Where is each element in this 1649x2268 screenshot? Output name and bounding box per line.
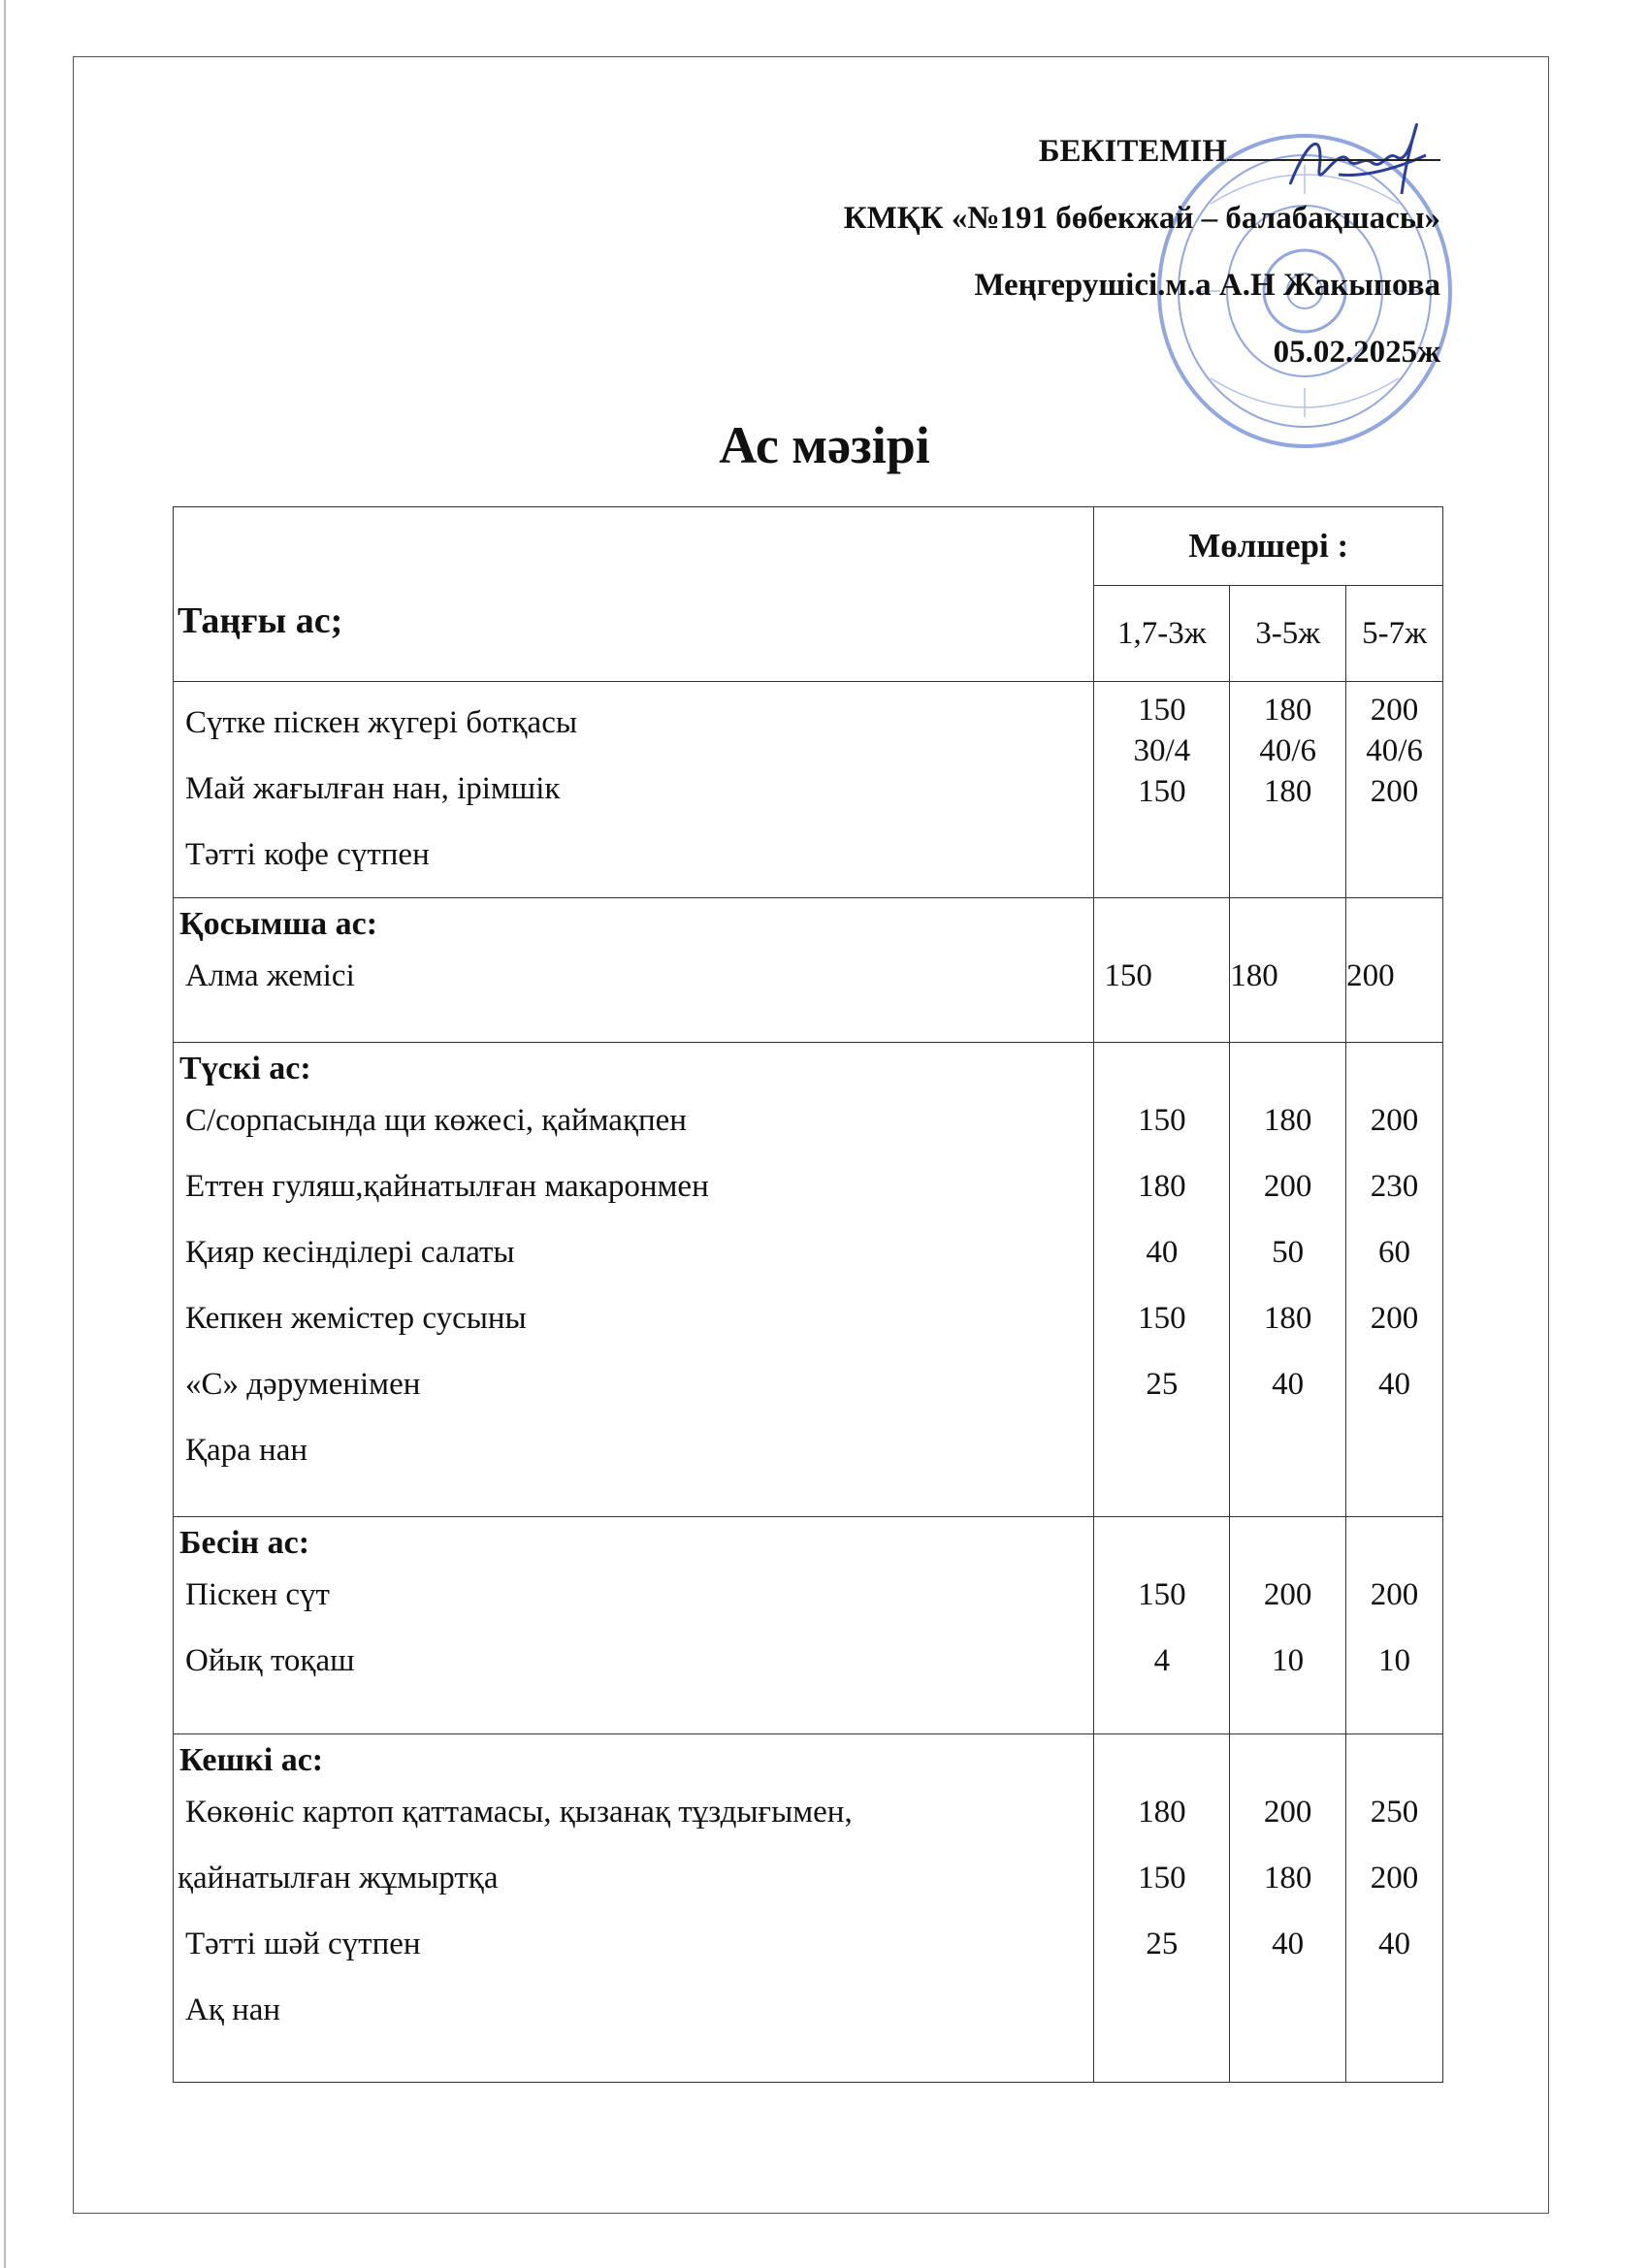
- menu-item: Кепкен жемістер сусыны: [185, 1301, 527, 1336]
- qty: 150: [1138, 1103, 1186, 1138]
- qty: 200: [1263, 1169, 1312, 1204]
- qty: 180: [1263, 1301, 1312, 1336]
- dinner-row: [174, 1734, 1443, 2083]
- qty-col-2: [1230, 898, 1346, 1043]
- qty: 200: [1263, 1795, 1312, 1830]
- qty: 200: [1370, 1301, 1419, 1336]
- qty: 40/6: [1366, 733, 1423, 768]
- header-row: [174, 507, 1443, 586]
- qty: 180: [1263, 693, 1312, 728]
- qty: 200: [1370, 1103, 1419, 1138]
- qty-col-3: [1346, 898, 1443, 1043]
- menu-item: «С» дәруменімен: [185, 1367, 421, 1402]
- qty-col-2: [1230, 682, 1346, 898]
- afternoon-items: [174, 1517, 1094, 1734]
- head-name: Меңгерушісі.м.а А.Н Жакыпова: [974, 268, 1440, 303]
- approval-date: 05.02.2025ж: [1273, 335, 1440, 370]
- breakfast-header: Таңғы ас;: [174, 507, 1094, 682]
- age-group: 3-5ж: [1230, 586, 1346, 682]
- qty: 180: [1138, 1795, 1186, 1830]
- qty: 150: [1138, 1301, 1186, 1336]
- qty: 40: [1272, 1367, 1305, 1402]
- breakfast-items: [174, 682, 1094, 898]
- afternoon-row: [174, 1517, 1443, 1734]
- menu-item: Тәтті кофе сүтпен: [185, 837, 430, 872]
- menu-item: Сүтке піскен жүгері ботқасы: [185, 705, 578, 740]
- qty: 200: [1370, 693, 1419, 728]
- section-title: Қосымша ас:: [179, 906, 378, 942]
- lunch-items: [174, 1043, 1094, 1517]
- section-title: Бесін ас:: [179, 1525, 310, 1561]
- qty: 180: [1230, 958, 1278, 993]
- qty: 150: [1138, 1861, 1186, 1895]
- qty: 40: [1272, 1927, 1305, 1961]
- signature-line: [1227, 136, 1440, 161]
- qty: 10: [1272, 1643, 1305, 1678]
- menu-item: Еттен гуляш,қайнатылған макаронмен: [185, 1169, 709, 1204]
- qty: 25: [1146, 1367, 1179, 1402]
- lunch-row: [174, 1043, 1443, 1517]
- qty: 4: [1153, 1643, 1171, 1678]
- section-title: Кешкі ас:: [179, 1742, 324, 1778]
- menu-item: Алма жемісі: [185, 958, 355, 993]
- menu-item: Ойық тоқаш: [185, 1643, 355, 1678]
- qty: 200: [1370, 1861, 1419, 1895]
- menu-table: [173, 506, 1443, 2083]
- qty-col-3: [1346, 1043, 1443, 1517]
- qty: 200: [1263, 1577, 1312, 1612]
- section-title: Түскі ас:: [179, 1051, 311, 1086]
- menu-item: Қияр кесінділері салаты: [185, 1235, 515, 1270]
- approval-block: [844, 136, 1440, 404]
- menu-item: Май жағылған нан, ірімшік: [185, 771, 561, 806]
- qty: 40: [1378, 1367, 1411, 1402]
- menu-item: Қара нан: [185, 1433, 308, 1468]
- qty-col-3: [1346, 1734, 1443, 2083]
- qty: 10: [1378, 1643, 1411, 1678]
- qty: 150: [1138, 693, 1186, 728]
- qty-col-2: [1230, 1734, 1346, 2083]
- menu-item: қайнатылған жұмыртқа: [178, 1861, 499, 1895]
- qty-col-1: [1094, 1043, 1230, 1517]
- qty-col-1: [1094, 898, 1230, 1043]
- qty: 180: [1263, 774, 1312, 809]
- menu-item: Ақ нан: [185, 1993, 281, 2027]
- age-group: 1,7-3ж: [1094, 586, 1230, 682]
- document-title: Ас мәзірі: [719, 416, 930, 474]
- qty-col-1: [1094, 682, 1230, 898]
- qty: 180: [1138, 1169, 1186, 1204]
- snack-items: [174, 898, 1094, 1043]
- organization-name: КМҚК «№191 бөбекжай – балабақшасы»: [843, 201, 1440, 236]
- qty: 60: [1378, 1235, 1411, 1270]
- qty-col-2: [1230, 1043, 1346, 1517]
- scan-edge: [4, 0, 6, 2268]
- menu-item: Піскен сүт: [185, 1577, 330, 1612]
- qty: 40: [1378, 1927, 1411, 1961]
- qty: 40: [1146, 1235, 1179, 1270]
- menu-item: С/сорпасында щи көжесі, қаймақпен: [185, 1103, 687, 1138]
- qty-col-1: [1094, 1734, 1230, 2083]
- qty: 180: [1263, 1861, 1312, 1895]
- qty: 200: [1370, 1577, 1419, 1612]
- approval-line: [844, 136, 1440, 168]
- qty: 30/4: [1133, 733, 1191, 768]
- menu-item: Тәтті шәй сүтпен: [185, 1927, 421, 1961]
- age-group: 5-7ж: [1346, 586, 1443, 682]
- qty: 150: [1138, 1577, 1186, 1612]
- qty: 250: [1370, 1795, 1419, 1830]
- qty: 200: [1370, 774, 1419, 809]
- quantity-header: Мөлшері :: [1094, 507, 1443, 586]
- qty-col-2: [1230, 1517, 1346, 1734]
- qty: 200: [1346, 958, 1395, 993]
- menu-item: Көкөніс картоп қаттамасы, қызанақ тұздығымен,: [185, 1795, 853, 1830]
- qty: 50: [1272, 1235, 1305, 1270]
- dinner-items: [174, 1734, 1094, 2083]
- approve-label: БЕКІТЕМІН: [1038, 134, 1227, 169]
- qty-col-3: [1346, 1517, 1443, 1734]
- qty-col-3: [1346, 682, 1443, 898]
- snack-row: [174, 898, 1443, 1043]
- qty: 180: [1263, 1103, 1312, 1138]
- qty: 230: [1370, 1169, 1419, 1204]
- qty: 25: [1146, 1927, 1179, 1961]
- qty-col-1: [1094, 1517, 1230, 1734]
- qty: 150: [1138, 774, 1186, 809]
- breakfast-row: [174, 682, 1443, 898]
- qty: 40/6: [1259, 733, 1316, 768]
- qty: 150: [1104, 958, 1152, 993]
